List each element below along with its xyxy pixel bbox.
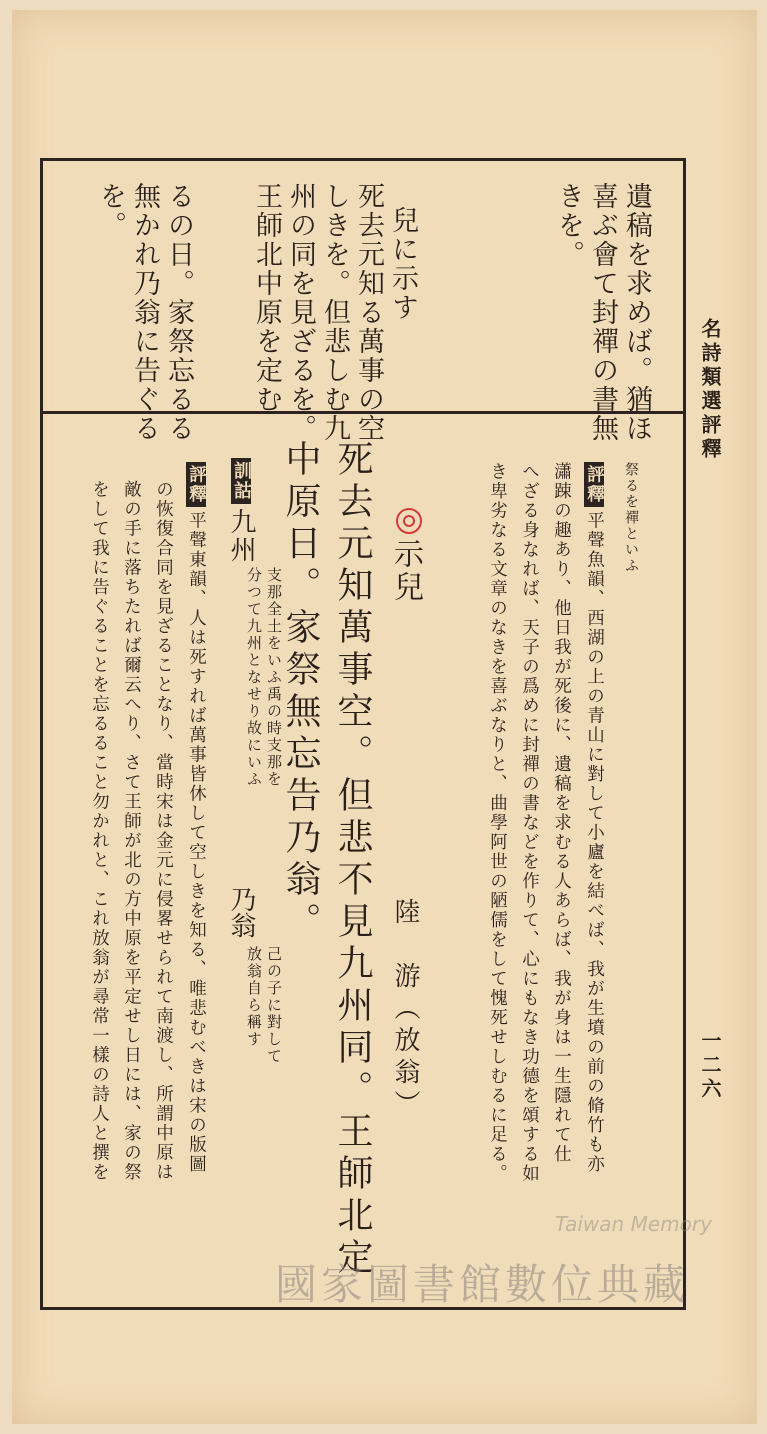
watermark-text: 國家圖書館數位典藏 [275,1260,690,1309]
page-number: 一二六 [698,1030,722,1102]
note1-col-4: き卑劣なる文章のなきを喜ぶなりと、曲學阿世の陋儒をして愧死せしむるに足る。 [487,462,508,1184]
upper-col-8: 王師北中原を定む [251,182,282,414]
upper-col-3: きを。 [553,182,584,269]
running-title: 名詩類選評釋 [698,318,722,462]
kunko-gloss-1: 支那全土をいふ禹の時支那を [265,567,283,788]
upper-col-7: 州の同を見ざるを。 [285,182,316,443]
upper-col-9: るの日。家祭忘るる [163,182,194,443]
upper-col-1: 遺稿を求めば。猶ほ [621,182,652,443]
note1-col-1: 評釋平聲魚韻、西湖の上の青山に對して小廬を結べば、我が生墳の前の脩竹も亦 [584,462,604,1287]
upper-col-5: 死去元知る萬事の空 [353,182,384,443]
note1-col-3: へざる身なれば、天子の爲めに封禪の書などを作りて、心にもなき功德を頌する如 [519,462,540,1184]
kunko-gloss-2: 分つて九州となせり故にいふ [245,567,263,788]
kunko-main-2: 乃翁 [226,886,256,938]
poem-title: 示兒 [388,538,423,604]
gloss-head: 祭るを禪といふ [623,462,639,574]
upper-col-6: しきを。但悲しむ九 [319,182,350,443]
watermark-english: Taiwan Memory [555,1212,712,1236]
upper-col-10: 無かれ乃翁に告ぐる [129,182,160,443]
note2-col-4: をして我に告ぐることを忘るること勿かれと、これ放翁が尋常一樣の詩人と撰を [89,480,110,1182]
note2-col-1: 評釋平聲東韻、人は死すれば萬事皆休して空しきを知る、唯悲むべきは宋の版圖 [186,462,206,1174]
kunko-badge: 訓詁 [231,458,251,504]
note1-col-2: 瀟踈の趣あり、他日我が死後に、遺稿を求むる人あらば、我が身は一生隱れて仕 [551,462,572,1164]
upper-col-11: を。 [95,182,126,240]
upper-col-2: 喜ぶ會て封禪の書無 [587,182,618,443]
note2-badge: 評釋 [186,462,206,507]
poem-author: 陸 游（放翁） [390,898,420,1122]
upper-col-4: 兒に示す [387,206,418,322]
note1-badge: 評釋 [584,462,604,507]
red-circle-mark [396,508,422,534]
kunko-gloss-3: 己の子に對して [265,946,283,1065]
note2-col-3: 敵の手に落ちたれば爾云へり、さて王師が北の方中原を平定せし日には、家の祭 [121,480,142,1182]
note2-col-2: の恢復合同を見ざることなり、當時宋は金元に侵畧せられて南渡し、所謂中原は [153,480,174,1182]
poem-line-2: 中原日。家祭無忘告乃翁。 [280,440,321,944]
kunko-gloss-4: 放翁自ら稱す [245,946,263,1048]
kunko-col: 訓詁九州 [228,458,254,564]
poem-line-1: 死去元知萬事空。但悲不見九州同。王師北定 [332,440,373,1280]
